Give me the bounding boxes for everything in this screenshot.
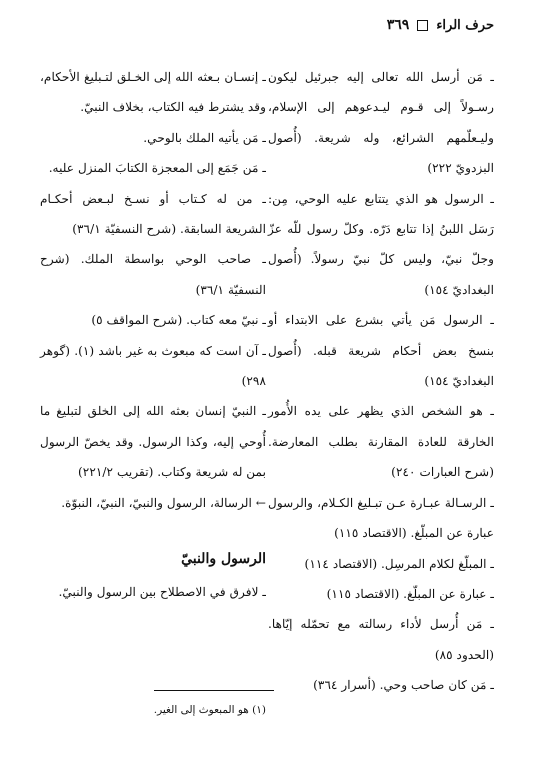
definition-entry: ـ مَن يأتيه الملك بالوحي. [143,130,266,145]
definition-entry: ـ هو الشخص الذي يظهر على يده الأُمور الخارقة للعادة المقارنة بطلب المعارضة. (شرح العبارات ٢٤٠) [268,404,494,480]
definition-entry: ـ مَن أرسل الله تعالى إليه جبرئيل ليكون رسـولاً إلى قـوم ليـدعوهم إلى الإسلام، وليـعلّمهم الشرائع، وله شريعة. (أُصول البزدويّ ٢٢٢) [268,70,494,176]
definition-entry: ـ نبيّ معه كتاب. (شرح المواقف ٥) [91,313,266,328]
cross-reference: ← الرسالة، الرسول والنبيّ، النبيّ، النبوّة. [61,495,266,510]
page-header-title: حرف الراء [436,17,494,33]
footnote: (١) هو المبعوث إلى الغير. [153,704,266,716]
definition-entry: ـ لافرق في الاصطلاح بين الرسول والنبيّ. [58,584,266,599]
footnote-divider [154,690,274,691]
definition-entry: ـ النبيّ إنسان بعثه الله إلى الخلق لتبليغ ما أُوحي إليه، وكذا الرسول. وقد يخصّ الرسول بمن له شريعة وكتاب. (تقريب ٢٢١/٢) [40,404,266,480]
page-number: ٣٦٩ [386,17,410,33]
definition-entry: ـ الرسول مَن يأتي بشرع على الابتداء أو بنسخ بعض أحكام شريعة قبله. (أُصول البغداديّ ١٥٤) [268,313,494,389]
definition-entry: ـ مَن جَمَع إلى المعجزة الكتابَ المنزل عليه. [48,161,266,176]
definition-entry: ـ الرسول هو الذي يتتابع عليه الوحي، مِن: رَسَل اللبنُ إذا تتابع دَرّه. وكلّ رسول للّه عزّ وجلّ نبيّ، وليس كلّ نبيّ رسولاً. (أُصول البغداديّ ١٥٤) [268,191,494,297]
right-column [268,62,494,701]
definition-entry: ـ عبارة عن المبلّغ. (الاقتصاد ١١٥) [326,586,494,601]
square-ornament-icon [417,20,428,31]
definition-entry: ـ إنسـان بـعثه الله إلى الخـلق لتـبليغ الأحكام، وقد يشترط فيه الكتاب، بخلاف النبيّ. [40,70,266,115]
definition-entry: ـ مَن أُرسل لأداء رسالته مع تحمّله إيّاها. (الحدود ٨٥) [268,617,494,662]
definition-entry: ـ الرسـالة عبـارة عـن تبـليغ الكـلام، والرسول عبارة عن المبلّغ. (الاقتصاد ١١٥) [268,495,494,541]
page-header [40,14,494,36]
definition-entry: ـ صاحب الوحي بواسطة الملك. (شرح النسفيّة ٣٦/١) [40,252,266,297]
definition-entry: ـ من له كـتاب أو نسـخ لبـعض أحكـام الشريعة السابقة. (شرح النسفيّة ٣٦/١) [40,191,266,237]
left-column [40,62,266,607]
definition-entry: ـ المبلّغ لكلام المرسِل. (الاقتصاد ١١٤) [304,556,494,571]
definition-entry: ـ آن است كه مبعوث به غير باشد (١). (گوهر ٢٩٨) [40,343,266,389]
section-heading: الرسول والنبيّ [181,551,266,568]
definition-entry: ـ مَن كان صاحب وحي. (أسرار ٣٦٤) [313,678,494,693]
